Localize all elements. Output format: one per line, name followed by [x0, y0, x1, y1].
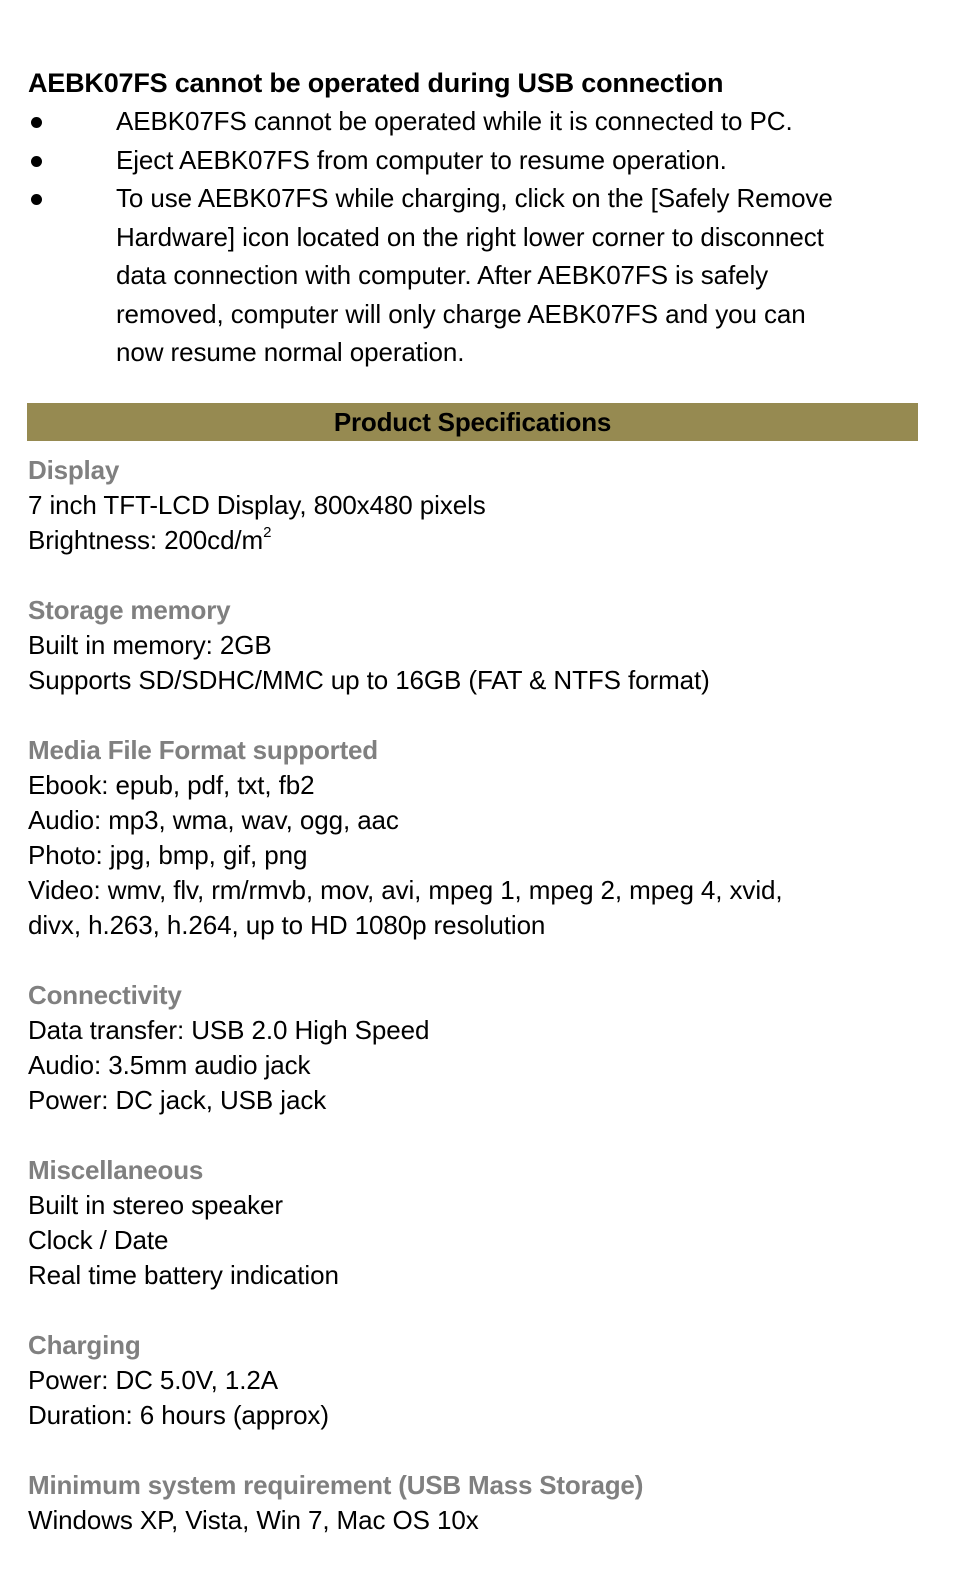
bullet-text-line: Eject AEBK07FS from computer to resume operation. — [116, 144, 727, 175]
bullet-text-line: To use AEBK07FS while charging, click on the [Safely Remove — [116, 183, 833, 213]
spec-line-text: Duration: 6 hours (approx) — [28, 1399, 329, 1430]
spec-section-heading: Miscellaneous — [28, 1154, 204, 1185]
spec-section-heading: Display — [28, 454, 120, 485]
spec-line-text: 7 inch TFT-LCD Display, 800x480 pixels — [28, 489, 486, 520]
spec-line-text: Data transfer: USB 2.0 High Speed — [28, 1014, 430, 1045]
bullet-dot-icon — [31, 156, 42, 167]
spec-section-heading: Media File Format supported — [28, 734, 378, 765]
document-page — [28, 64, 918, 1538]
bullet-item — [28, 102, 918, 141]
bullet-text-line: AEBK07FS cannot be operated while it is connected to PC. — [116, 106, 793, 136]
spec-line-text: Clock / Date — [28, 1224, 169, 1255]
spec-line — [28, 1188, 918, 1223]
spec-line-text: Built in memory: 2GB — [28, 629, 272, 660]
spec-line-text: Real time battery indication — [28, 1259, 339, 1290]
usb-notice-bullets — [28, 102, 918, 372]
spec-line — [28, 838, 918, 873]
spec-line — [28, 803, 918, 838]
spec-line-text: Built in stereo speaker — [28, 1189, 283, 1220]
bullet-item — [28, 179, 918, 372]
spec-line-text: Brightness: 200cd/m — [28, 524, 264, 555]
spec-line — [28, 1258, 918, 1293]
spec-section-heading: Charging — [28, 1329, 141, 1360]
spec-line-text: Audio: mp3, wma, wav, ogg, aac — [28, 804, 399, 835]
usb-notice-heading: AEBK07FS cannot be operated during USB connection — [28, 68, 724, 98]
spec-line-text: Supports SD/SDHC/MMC up to 16GB (FAT & NTFS format) — [28, 664, 710, 695]
bullet-text-line: Hardware] icon located on the right lower corner to disconnect — [116, 221, 824, 252]
spec-line — [28, 663, 918, 698]
spec-line-text: Windows XP, Vista, Win 7, Mac OS 10x — [28, 1504, 479, 1535]
spec-line — [28, 488, 918, 523]
product-specifications-banner: Product Specifications — [27, 403, 918, 441]
spec-line-text: Photo: jpg, bmp, gif, png — [28, 839, 308, 870]
spec-section — [28, 1328, 918, 1433]
spec-line-text: Ebook: epub, pdf, txt, fb2 — [28, 769, 315, 800]
spec-line — [28, 873, 918, 908]
bullet-text-line: now resume normal operation. — [116, 337, 465, 367]
spec-section — [28, 978, 918, 1118]
bullet-item — [28, 141, 918, 180]
spec-line-text: Power: DC jack, USB jack — [28, 1084, 327, 1115]
spec-line — [28, 1398, 918, 1433]
spec-section — [28, 733, 918, 943]
superscript: 2 — [263, 523, 272, 541]
spec-line — [28, 1503, 918, 1538]
spec-line-text: divx, h.263, h.264, up to HD 1080p resolution — [28, 909, 546, 940]
spec-line — [28, 1223, 918, 1258]
spec-line — [28, 628, 918, 663]
spec-section — [28, 453, 918, 558]
spec-section-heading: Storage memory — [28, 594, 231, 625]
spec-line — [28, 1048, 918, 1083]
bullet-dot-icon — [31, 117, 42, 128]
spec-section-heading: Minimum system requirement (USB Mass Storage) — [28, 1469, 644, 1500]
spec-line — [28, 768, 918, 803]
spec-line — [28, 523, 918, 558]
spec-line — [28, 1363, 918, 1398]
bullet-text-line: removed, computer will only charge AEBK07FS and you can — [116, 298, 806, 329]
spec-line — [28, 1083, 918, 1118]
spec-line-text: Power: DC 5.0V, 1.2A — [28, 1364, 278, 1395]
spec-sections — [28, 453, 918, 1538]
spec-line-text: Video: wmv, flv, rm/rmvb, mov, avi, mpeg 1, mpeg 2, mpeg 4, xvid, — [28, 874, 783, 905]
spec-line-text: Audio: 3.5mm audio jack — [28, 1049, 311, 1080]
spec-section-heading: Connectivity — [28, 979, 182, 1010]
spec-line — [28, 1013, 918, 1048]
bullet-text-line: data connection with computer. After AEBK07FS is safely — [116, 260, 769, 290]
bullet-dot-icon — [31, 194, 42, 205]
spec-section — [28, 593, 918, 698]
spec-line — [28, 908, 918, 943]
spec-section — [28, 1468, 918, 1538]
spec-section — [28, 1153, 918, 1293]
